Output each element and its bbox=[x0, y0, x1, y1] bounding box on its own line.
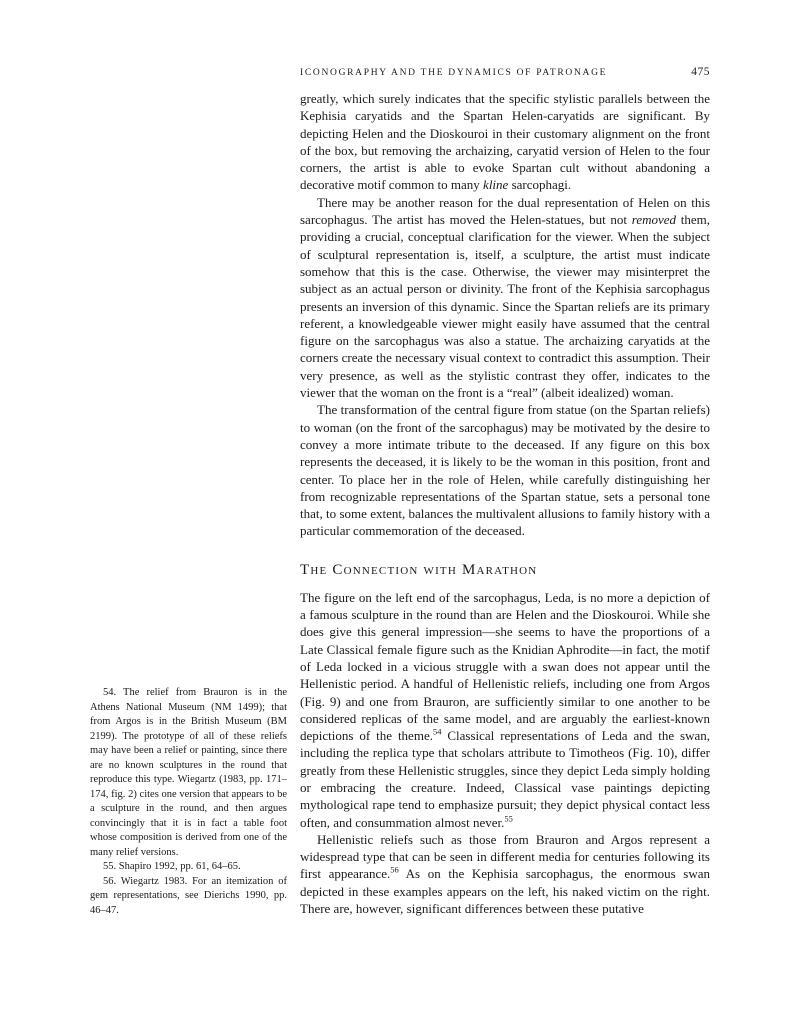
section-heading: The Connection with Marathon bbox=[300, 561, 538, 578]
sidenote bbox=[90, 686, 287, 860]
body-paragraph bbox=[300, 90, 710, 194]
text-run: The figure on the left end of the sarcophagus, Leda, is no more a depiction of a famous sculpture in the round than are Helen and the Dioskouroi. While she does give this general impression—she seems to have the proportions of a Late Classical female figure such as the Knidian Aphrodite—in fact, the motif of Leda locked in a vicious struggle with a swan does not appear until the Hellenistic period. A handful of Hellenistic reliefs, including one from Argos (Fig. 9) and one from Brauron, are sufficiently similar to one another to be considered replicas of the same model, and are arguably the earliest-known depictions of the theme. bbox=[300, 589, 710, 744]
text-run: Hellenistic reliefs such as those from Brauron and Argos represent a widespread type that can be seen in different media for centuries following its first appearance. bbox=[300, 831, 710, 882]
text-run: sarcophagi. bbox=[508, 177, 572, 193]
body-text-column bbox=[300, 90, 710, 917]
text-run: The transformation of the central figure from statue (on the Spartan reliefs) to woman (on the front of the sarcophagus) may be motivated by the desire to convey a more intimate tribute to the deceased. If any figure on this box represents the deceased, it is likely to be the woman in this position, front and center. To place her in the role of Helen, while carefully distinguishing her from recognizable representations of the Spartan statue, sets a personal tone that, to some extent, balances the multivalent allusions to family history with a particular commemoration of the deceased. bbox=[300, 402, 710, 539]
sidenote-column bbox=[90, 686, 287, 918]
italic-text-run: kline bbox=[483, 177, 509, 193]
sidenote bbox=[90, 860, 287, 875]
italic-text-run: removed bbox=[631, 212, 677, 228]
footnote-reference: 55 bbox=[504, 813, 513, 824]
text-run: them, providing a crucial, conceptual clarification for the viewer. When the subject of sculptural representation is, itself, a sculpture, the artist must indicate somehow that this is the case. Otherwise, the viewer may misinterpret the subject as an actual person or divinity. The front of the Kephisia sarcophagus presents an inversion of this dynamic. Since the Spartan reliefs are its primary referent, a knowledgeable viewer might easily have assumed that the central figure on the sarcophagus was also a statue. The archaizing caryatids at the corners create the necessary visual context to contradict this assumption. Their very presence, as well as the stylistic contrast they offer, indicates to the viewer that the woman on the front is a “real” (albeit idealized) woman. bbox=[300, 212, 710, 401]
body-paragraph bbox=[300, 589, 710, 831]
text-run: Classical representations of Leda and the swan, including the replica type that scholars attribute to Timotheos (Fig. 10), differ greatly from these Hellenistic struggles, since they depict Leda simply holding or embracing the creature. Indeed, Classical vase paintings depicting mythological rape tend to emphasize pursuit; they depict physical contact less often, and consummation almost never. bbox=[300, 728, 710, 830]
page-number: 475 bbox=[691, 66, 710, 78]
text-run: As on the Kephisia sarcophagus, the enormous swan depicted in these examples appears on the left, his naked victim on the right. There are, however, significant differences between these putative bbox=[300, 866, 711, 917]
text-run: greatly, which surely indicates that the specific stylistic parallels between the Kephisia caryatids and the Spartan Helen-caryatids are significant. By depicting Helen and the Dioskouroi in their customary alignment on the front of the box, but removing the archaizing, caryatid version of Helen to the four corners, the artist is able to evoke Spartan cult without abandoning a decorative motif common to many bbox=[300, 91, 710, 193]
footnote-reference: 56 bbox=[390, 865, 399, 876]
text-run: 56. Wiegartz 1983. For an itemization of gem representations, see Dierichs 1990, pp. 46–47. bbox=[90, 875, 287, 916]
text-run: 55. Shapiro 1992, pp. 61, 64–65. bbox=[103, 861, 241, 872]
footnote-reference: 54 bbox=[432, 726, 442, 737]
body-paragraph bbox=[300, 831, 710, 917]
running-title: ICONOGRAPHY AND THE DYNAMICS OF PATRONAGE bbox=[300, 68, 608, 78]
text-run: 54. The relief from Brauron is in the Athens National Museum (NM 1499); that from Argos is in the British Museum (BM 2199). The prototype of all of these reliefs may have been a relief or painting, since there are no known sculptures in the round that reproduce this type. Wiegartz (1983, pp. 171–174, fig. 2) cites one version that appears to be a sculpture in the round, and then argues convincingly that it is in fact a table foot whose composition is derived from one of the many relief versions. bbox=[90, 687, 287, 858]
running-head bbox=[300, 66, 710, 78]
body-paragraph bbox=[300, 401, 710, 539]
text-run: There may be another reason for the dual representation of Helen on this sarcophagus. The artist has moved the Helen-statues, but not bbox=[300, 194, 710, 228]
body-paragraph bbox=[300, 194, 710, 402]
sidenote bbox=[90, 875, 287, 919]
